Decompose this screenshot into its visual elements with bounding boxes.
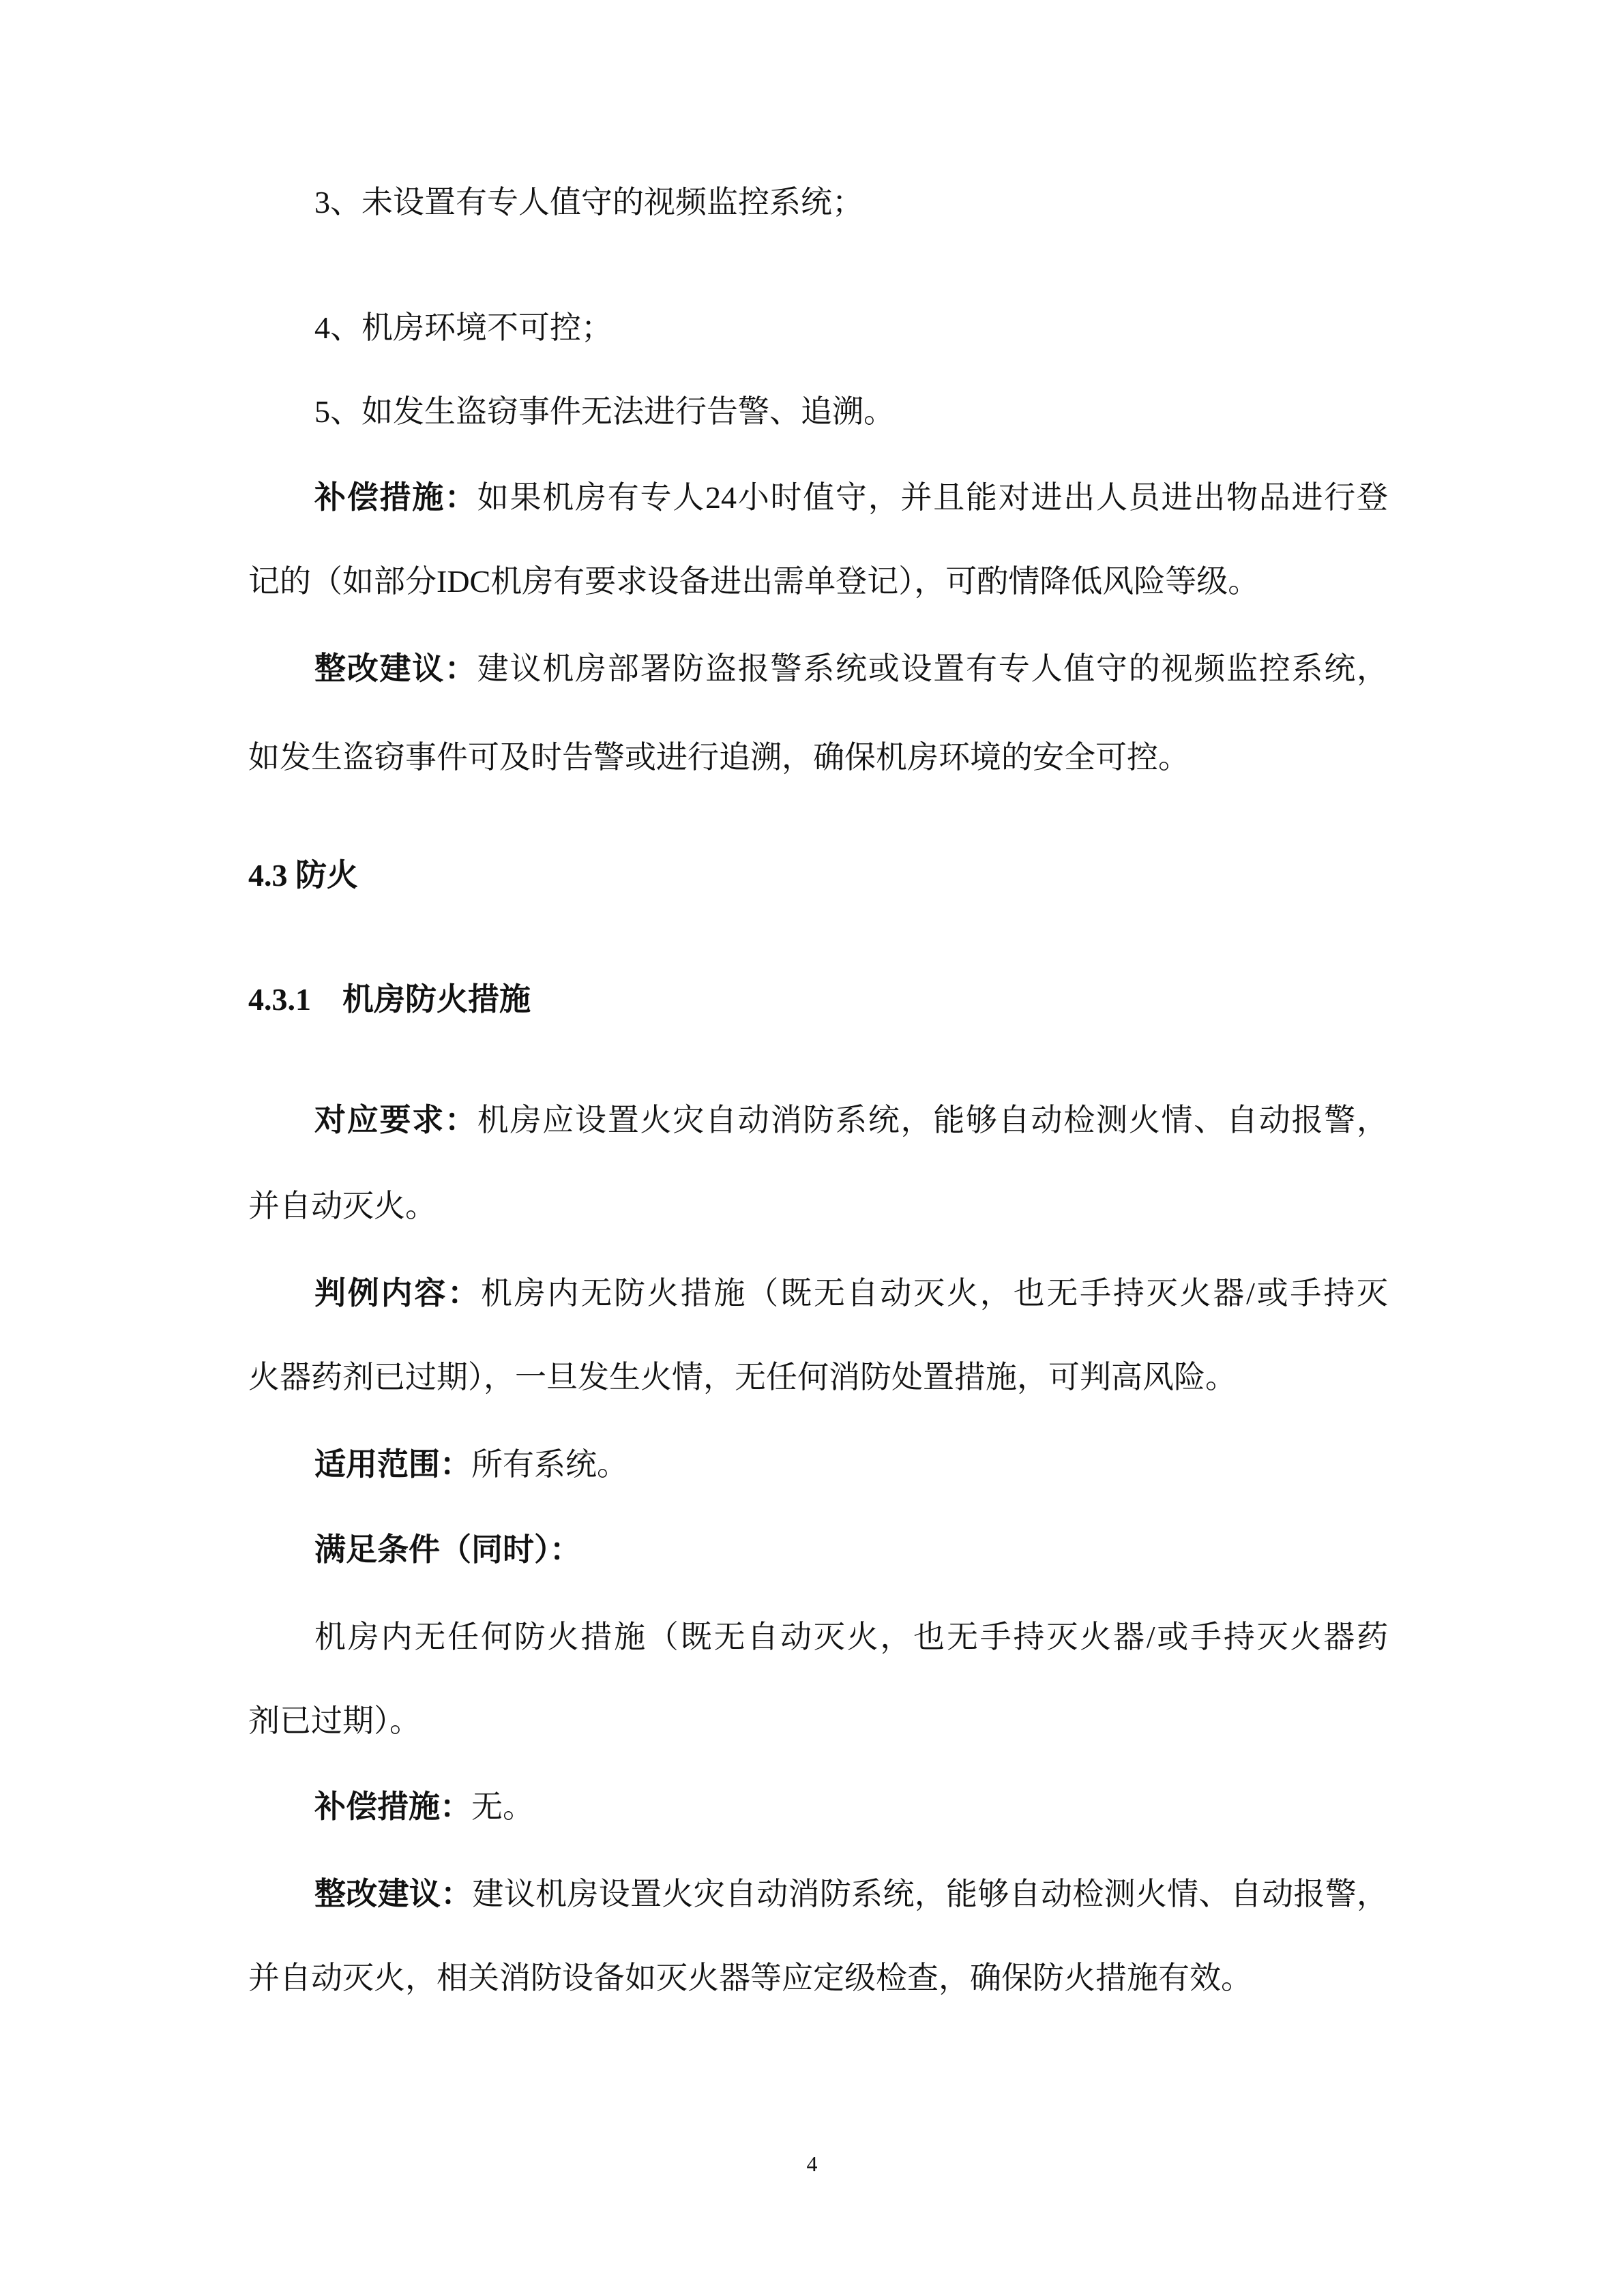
- paragraph-condition-text: 机房内无任何防火措施（既无自动灭火，也无手持灭火器/或手持灭火器药: [314, 1620, 1388, 1654]
- text: 机房内无防火措施（既无自动灭火，也无手持灭火器/或手持灭: [480, 1276, 1389, 1311]
- text: 如果机房有专人24小时值守，并且能对进出人员进出物品进行登: [477, 480, 1388, 515]
- subsection-heading: 4.3.1 机房防火措施: [248, 982, 531, 1017]
- label: 满足条件（同时）：: [314, 1532, 581, 1567]
- text: 建议机房设置火灾自动消防系统，能够自动检测火情、自动报警，: [472, 1877, 1389, 1911]
- list-item: 5、如发生盗窃事件无法进行告警、追溯。: [314, 394, 895, 429]
- page-number: 4: [806, 2151, 818, 2176]
- paragraph-case: [314, 1273, 1388, 1314]
- text: 机房应设置火灾自动消防系统，能够自动检测火情、自动报警，: [477, 1103, 1388, 1137]
- paragraph-line: 并自动灭火。: [248, 1189, 437, 1223]
- label: 整改建议：: [314, 1877, 473, 1911]
- list-item: 4、机房环境不可控；: [314, 310, 612, 345]
- paragraph-requirement: [314, 1100, 1388, 1141]
- text: 所有系统。: [471, 1447, 628, 1482]
- list-item: 3、未设置有专人值守的视频监控系统；: [314, 185, 863, 220]
- text: 建议机房部署防盗报警系统或设置有专人值守的视频监控系统，: [477, 651, 1388, 686]
- label: 对应要求：: [314, 1103, 477, 1137]
- paragraph-rectification-2: [314, 1874, 1388, 1915]
- paragraph-line: 如发生盗窃事件可及时告警或进行追溯，确保机房环境的安全可控。: [248, 740, 1190, 775]
- label: 补偿措施：: [314, 1789, 471, 1824]
- paragraph-line: 剂已过期）。: [248, 1703, 421, 1738]
- label: 补偿措施：: [314, 480, 477, 515]
- text: 无。: [471, 1789, 534, 1824]
- paragraph-line: 并自动灭火，相关消防设备如灭火器等应定级检查，确保防火措施有效。: [248, 1960, 1252, 1995]
- section-heading: 4.3 防火: [248, 858, 358, 893]
- paragraph-line: 火器药剂已过期），一旦发生火情，无任何消防处置措施，可判高风险。: [248, 1360, 1237, 1395]
- label: 整改建议：: [314, 651, 477, 686]
- paragraph-compensation-2: [314, 1787, 534, 1828]
- paragraph-scope: [314, 1444, 628, 1485]
- label: 适用范围：: [314, 1447, 471, 1482]
- label: 判例内容：: [314, 1276, 481, 1311]
- paragraph-line: 记的（如部分IDC机房有要求设备进出需单登记），可酌情降低风险等级。: [248, 564, 1260, 599]
- paragraph-compensation: [314, 477, 1388, 518]
- paragraph-rectification: [314, 648, 1388, 689]
- paragraph-conditions: [314, 1530, 581, 1570]
